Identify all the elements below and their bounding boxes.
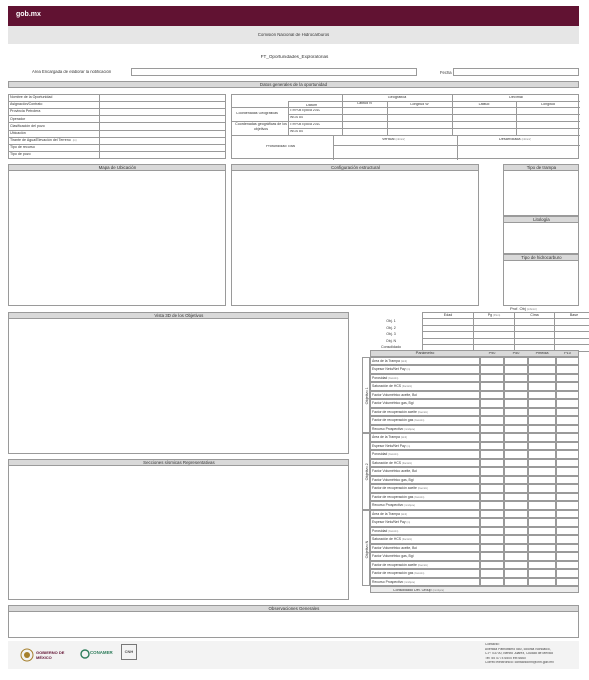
param-row [370,544,579,552]
param-cell[interactable] [480,484,504,492]
param-group [362,510,370,586]
contact-line: Contacto: [485,643,500,646]
param-cell[interactable] [480,425,504,433]
param-cell[interactable] [528,578,556,586]
coords-block [231,94,579,159]
param-cell[interactable] [528,399,556,407]
area-label: Área Encargada de elaborar la notificación [32,70,112,74]
param-cell[interactable] [528,365,556,373]
field-value[interactable] [100,116,226,123]
param-label: Factor Volumétrico gas, Bgi [370,552,480,560]
param-cell[interactable] [480,399,504,407]
param-cell[interactable] [480,510,504,518]
litologia-title: Litología [503,216,579,223]
param-cell[interactable] [556,510,579,518]
param-cell[interactable] [528,357,556,365]
param-cell[interactable] [480,535,504,543]
param-cell[interactable] [528,552,556,560]
field-value[interactable] [100,130,226,137]
param-row [370,518,579,526]
param-row [370,476,579,484]
datum-1: ITRF08 Época 2010 [290,109,321,112]
col-p50: P50 [512,352,520,355]
param-cell[interactable] [556,408,579,416]
param-cell[interactable] [556,544,579,552]
param-cell[interactable] [556,382,579,390]
footer [8,641,579,669]
param-cell[interactable] [480,459,504,467]
param-label: Espesor Neto/Net Pay(m) [370,518,480,526]
lon-w-header: Longitud W [410,103,429,106]
param-row [370,527,579,535]
field-label: Tipo de recurso [9,144,100,151]
param-row [370,510,579,518]
param-cell[interactable] [504,425,528,433]
prof-col-1: Pg(Pom) [474,313,515,319]
col-pmedia: Pmedia [535,352,549,355]
group-label: Objetivo 1 [365,387,369,405]
param-cell[interactable] [528,382,556,390]
prof-cell[interactable] [474,325,515,332]
prof-cell[interactable] [474,332,515,339]
param-label: Factor de recuperación aceite(fracción) [370,561,480,569]
param-label: Porosidad(fracción) [370,450,480,458]
field-label: Operador [9,116,100,123]
prof-cell[interactable] [515,338,555,345]
param-cell[interactable] [504,459,528,467]
field-label: Asignación/Contrato [9,102,100,109]
group-label: Objetivo 2 [365,463,369,482]
prof-cell[interactable] [555,332,589,339]
prof-cell[interactable] [423,338,474,345]
param-label: Espesor Neto/Net Pay(m) [370,365,480,373]
param-cell[interactable] [480,365,504,373]
param-cell[interactable] [528,408,556,416]
param-cell[interactable] [528,450,556,458]
prof-col-3: Base [555,313,589,319]
field-label: Tipo de pozo [9,151,100,158]
param-cell[interactable] [528,416,556,424]
param-label: Factor Volumétrico gas, Bgi [370,399,480,407]
param-cell[interactable] [504,433,528,441]
param-cell[interactable] [556,365,579,373]
contact-block [485,643,579,669]
param-cell[interactable] [480,544,504,552]
param-cell[interactable] [480,408,504,416]
param-cell[interactable] [556,501,579,509]
param-label: Factor Volumétrico aceite, Boi [370,544,480,552]
param-cell[interactable] [480,374,504,382]
param-cell[interactable] [504,518,528,526]
vista3d-panel [8,312,349,454]
param-row [370,569,579,577]
param-cell[interactable] [528,510,556,518]
general-fields-table [8,94,226,159]
param-cell[interactable] [504,357,528,365]
param-cell[interactable] [504,561,528,569]
latitud-header: Latitud [478,103,490,106]
param-cell[interactable] [480,476,504,484]
param-cell[interactable] [480,433,504,441]
param-group [362,433,370,509]
param-label: Área de la Trampa(km2) [370,510,480,518]
prof-obj-table [360,312,589,352]
prof-cell[interactable] [555,338,589,345]
prof-total-label: Profundidad Total [266,145,296,148]
param-cell[interactable] [504,408,528,416]
vista3d-title: Vista 3D de los Objetivos [8,312,349,319]
param-cell[interactable] [504,416,528,424]
col-p10: P10 [564,352,571,355]
litologia-panel [503,216,579,254]
top-header [8,6,579,26]
param-row [370,425,579,433]
param-cell[interactable] [556,535,579,543]
agency-name: Comisión Nacional de Hidrocarburos [257,33,330,37]
param-label: Área de la Trampa(km2) [370,433,480,441]
param-label: Factor de recuperación aceite(fracción) [370,484,480,492]
param-cell[interactable] [480,442,504,450]
param-cell[interactable] [528,459,556,467]
param-cell[interactable] [504,578,528,586]
param-label: Saturación de HCS(fracción) [370,459,480,467]
contact-line: Correo electrónico: contactocnh@cnh.gob.mx [485,661,554,665]
param-cell[interactable] [528,433,556,441]
prof-cell[interactable] [515,319,555,326]
param-row [370,467,579,475]
param-cell[interactable] [480,450,504,458]
param-cell[interactable] [528,391,556,399]
param-cell[interactable] [504,374,528,382]
param-cell[interactable] [480,527,504,535]
param-cell[interactable] [556,450,579,458]
param-label: Factor Volumétrico aceite, Boi [370,467,480,475]
param-cell[interactable] [480,382,504,390]
param-cell[interactable] [504,391,528,399]
prof-cell[interactable] [423,319,474,326]
field-label: Provincia Petrolera [9,109,100,116]
param-cell[interactable] [556,527,579,535]
param-label: Factor Volumétrico gas, Bgi [370,476,480,484]
param-cell[interactable] [556,578,579,586]
param-row [370,433,579,441]
param-cell[interactable] [528,527,556,535]
param-group [362,357,370,433]
prof-cell[interactable] [474,319,515,326]
param-cell[interactable] [480,552,504,560]
param-row [370,442,579,450]
param-row [370,484,579,492]
prof-col-2: Cima [515,313,555,319]
field-value[interactable] [100,102,226,109]
param-cell[interactable] [504,493,528,501]
observaciones-panel [8,605,579,638]
param-cell[interactable] [480,578,504,586]
conamer-icon [80,649,90,659]
coord-obj-label: Coordenadas geográficas de los objetivos [235,122,287,131]
param-cell[interactable] [504,476,528,484]
param-row [370,561,579,569]
param-row [370,357,579,365]
gobierno-logo [20,645,72,665]
contact-line: Avenida Patriotismo 580, colonia Nonoalco, [485,647,551,651]
param-cell[interactable] [556,459,579,467]
param-cell[interactable] [480,518,504,526]
datum-header: Datum [306,104,318,107]
hidrocarburo-panel [503,254,579,306]
param-cell[interactable] [528,518,556,526]
param-cell[interactable] [556,357,579,365]
param-row [370,450,579,458]
param-cell[interactable] [528,535,556,543]
param-header: Parámetro [415,351,435,355]
param-label: Factor de recuperación aceite(fracción) [370,408,480,416]
param-cell[interactable] [528,484,556,492]
prof-cell[interactable] [515,332,555,339]
prof-row-label: Obj. 2 [386,325,396,330]
param-label: Recurso Prospectivo(mmbpce) [370,501,480,509]
prof-cell[interactable] [555,319,589,326]
vertical-label: Vertical (mbnmr) [382,138,406,141]
param-cell[interactable] [528,501,556,509]
param-cell[interactable] [504,510,528,518]
param-cell[interactable] [504,535,528,543]
param-row [370,535,579,543]
param-row [370,365,579,373]
param-row [370,374,579,382]
field-value[interactable] [100,144,226,151]
param-cell[interactable] [528,561,556,569]
geo-header: Geográfica [387,96,407,99]
mapa-panel [8,164,226,306]
param-cell[interactable] [480,416,504,424]
param-cell[interactable] [504,399,528,407]
config-title: Configuración estructural [231,164,479,171]
param-cell[interactable] [556,561,579,569]
param-label: Factor de recuperación gas(fracción) [370,493,480,501]
fecha-input[interactable] [453,68,579,76]
param-row [370,459,579,467]
param-cell[interactable] [556,518,579,526]
group-label: Objetivo N [365,539,369,558]
param-cell[interactable] [556,442,579,450]
param-cell[interactable] [480,569,504,577]
param-cell[interactable] [528,493,556,501]
param-cell[interactable] [504,365,528,373]
secciones-panel [8,459,349,600]
fecha-label: Fecha [440,71,452,75]
param-cell[interactable] [528,476,556,484]
escudo-icon [20,647,34,663]
param-label: Recurso Prospectivo(mmbpce) [370,425,480,433]
field-label: Tirante de Agua/Elevación del Terreno (m) [9,137,100,144]
param-cell[interactable] [556,433,579,441]
param-cell[interactable] [556,569,579,577]
prof-cell[interactable] [555,325,589,332]
field-label: Clasificación del pozo [9,123,100,130]
param-cell[interactable] [504,382,528,390]
param-label: Saturación de HCS(fracción) [370,535,480,543]
lat-n-header: Latitud N [357,102,372,105]
trampa-title: Tipo de trampa [503,164,579,171]
param-row [370,399,579,407]
field-value[interactable] [100,95,226,102]
longitud-header: Longitud [541,103,555,106]
param-cell[interactable] [556,374,579,382]
prof-row-label: Obj. 3 [386,332,396,337]
col-p90: P90 [488,352,496,355]
gobmx-logo[interactable]: gob.mx [16,11,41,18]
param-cell[interactable] [556,467,579,475]
observaciones-title: Observaciones Generales [8,605,579,612]
param-row [370,416,579,424]
param-cell[interactable] [504,442,528,450]
param-cell[interactable] [556,425,579,433]
datos-generales-header: Datos generales de la oportunidad [8,81,579,88]
param-cell[interactable] [480,561,504,569]
prof-cell[interactable] [515,325,555,332]
prof-col-0: Edad [423,313,474,319]
cnh-logo [121,644,137,660]
param-cell[interactable] [528,374,556,382]
secciones-title: Secciones sísmicas Representativas [8,459,349,466]
field-value[interactable] [100,151,226,158]
cnh-text: CNH [124,650,134,654]
param-row [370,391,579,399]
field-value[interactable] [100,109,226,116]
prof-row-label: Obj. 1 [386,319,396,323]
conamer-logo [80,648,120,660]
param-cell[interactable] [556,399,579,407]
param-label: Factor de recuperación gas(fracción) [370,416,480,424]
datum-2: WGS 84 [290,116,303,119]
mapa-title: Mapa de Ubicación [8,164,226,171]
area-input[interactable] [131,68,417,76]
param-label: Área de la Trampa(km2) [370,357,480,365]
prof-row-label: Obj. N [385,338,397,343]
datum-3: ITRF08 Época 2010 [290,123,321,126]
doc-title: FT_Oportunidades_Exploratorias [260,55,329,59]
param-row [370,552,579,560]
conamer-text: CONAMER [90,651,113,655]
param-label: Recurso Prospectivo(mmbpce) [370,578,480,586]
prof-cell[interactable] [423,332,474,339]
param-cell[interactable] [504,544,528,552]
param-cell[interactable] [504,552,528,560]
prof-cell[interactable] [423,325,474,332]
param-cell[interactable] [556,493,579,501]
param-label: Factor de recuperación gas(fracción) [370,569,480,577]
param-cell[interactable] [528,569,556,577]
param-cell[interactable] [480,493,504,501]
param-cell[interactable] [504,484,528,492]
param-cell[interactable] [504,467,528,475]
param-cell[interactable] [504,501,528,509]
param-cell[interactable] [556,552,579,560]
param-row [370,382,579,390]
param-cell[interactable] [480,391,504,399]
param-cell[interactable] [528,442,556,450]
dec-header: Decimal [509,96,523,99]
prof-obj-title: Prof. Obj (mbnmr) [510,307,537,311]
param-label: Factor Volumétrico aceite, Boi [370,391,480,399]
param-cell[interactable] [556,484,579,492]
param-cell[interactable] [556,476,579,484]
param-cell[interactable] [556,416,579,424]
hidrocarburo-title: Tipo de hidrocarburo [503,254,579,261]
param-label: Porosidad(fracción) [370,527,480,535]
param-label: Saturación de HCS(fracción) [370,382,480,390]
param-cell[interactable] [480,501,504,509]
param-footer: Consolidado Det. Oroup (mmbpce) [370,586,579,593]
agency-bar [8,26,579,44]
contact-line: C.P. 03700, Benito Juárez, Ciudad de México [485,652,554,656]
config-panel [231,164,479,306]
param-cell[interactable] [504,569,528,577]
param-cell[interactable] [504,450,528,458]
gobierno-text: GOBIERNO DE MÉXICO [36,650,65,660]
param-row [370,493,579,501]
field-value[interactable] [100,123,226,130]
param-cell[interactable] [556,391,579,399]
param-cell[interactable] [480,357,504,365]
contact-line: Tel: 55 4774 6500 ext 6660 [485,656,526,660]
param-row [370,578,579,586]
trampa-panel [503,164,579,216]
param-cell[interactable] [504,527,528,535]
param-cell[interactable] [528,544,556,552]
prof-row-label: Consolidado [381,345,401,350]
field-label: Ubicación [9,130,100,137]
desarrollada-label: Desarrollada (mbnmr) [499,138,532,141]
field-value[interactable] [100,137,226,144]
datum-4: WGS 84 [290,130,303,133]
prof-cell[interactable] [474,338,515,345]
param-label: Espesor Neto/Net Pay(m) [370,442,480,450]
param-row [370,501,579,509]
coord-geo-label: Coordenadas Geográficas [236,112,278,115]
param-table [362,357,579,586]
param-row [370,408,579,416]
param-footer-text: Consolidado Det. Oroup [393,588,432,592]
param-cell[interactable] [528,425,556,433]
field-label: Nombre de la Oportunidad [9,95,100,102]
param-label: Porosidad(fracción) [370,374,480,382]
param-cell[interactable] [480,467,504,475]
param-cell[interactable] [528,467,556,475]
